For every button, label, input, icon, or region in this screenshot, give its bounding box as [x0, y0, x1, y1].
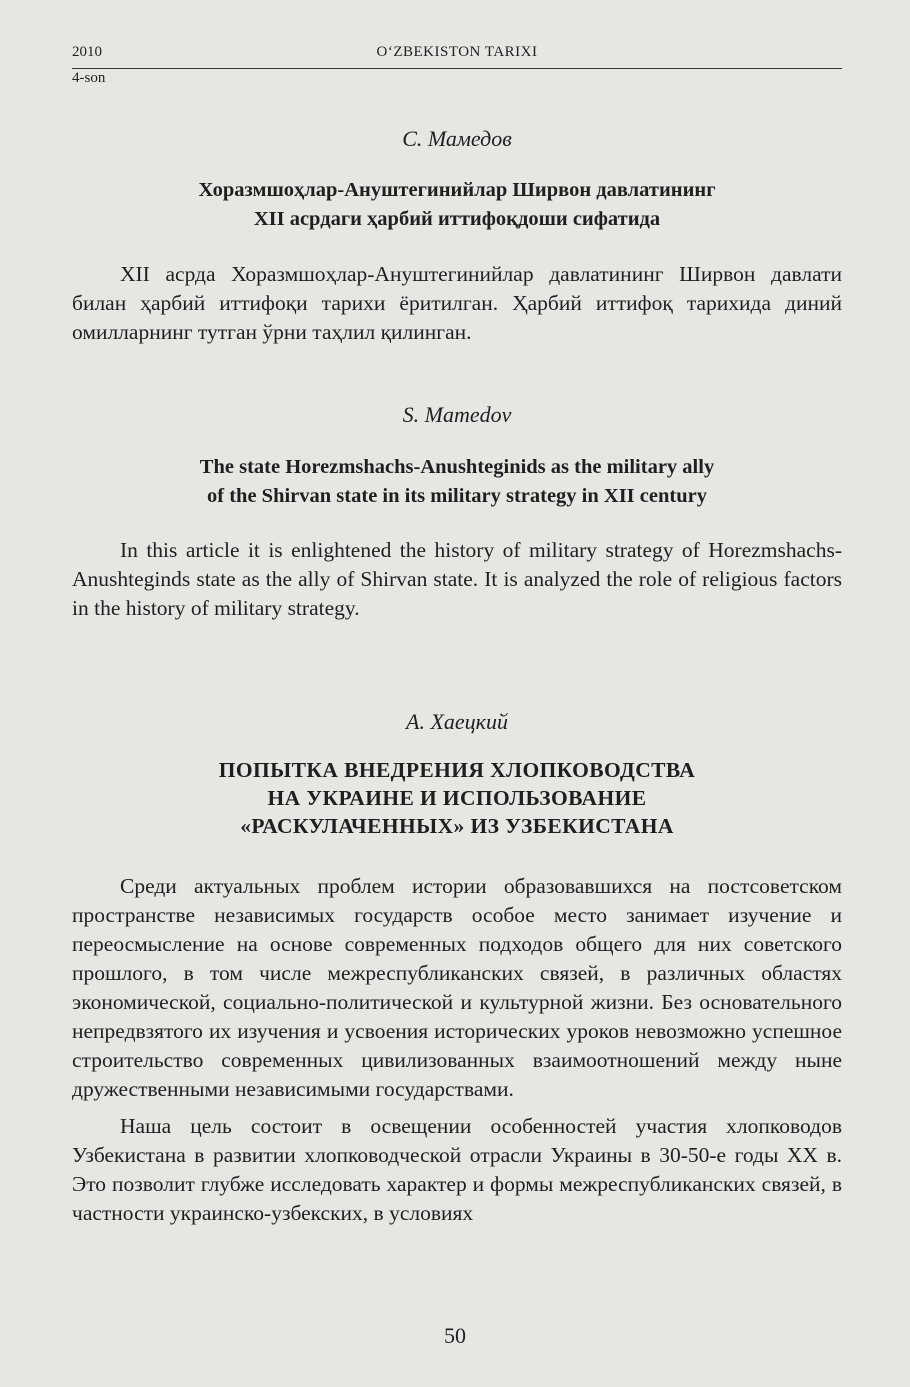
header-journal-title: O‘ZBEKISTON TARIXI — [376, 44, 538, 60]
article-ru-title-line-2: НА УКРАИНЕ И ИСПОЛЬЗОВАНИЕ — [267, 786, 647, 810]
header-year: 2010 — [72, 44, 102, 60]
article-russian — [72, 708, 842, 1228]
article-uz-abstract: XII асрда Хоразмшоҳлар-Ануштегинийлар давлатининг Ширвон давлати билан ҳарбий иттифоқи тарихи ёритилган. Ҳарбий иттифоқ тарихида диний омилларнинг тутган ўрни таҳлил қилинган. — [72, 262, 842, 344]
article-ru-paragraph-1: Среди актуальных проблем истории образовавшихся на постсоветском пространстве независимых государств особое место занимает изучение и переосмысление на основе современных подходов общего для них советского прошлого, в том числе межреспубликанских связей, в различных областях экономической, социально-политической и культурной жизни. Без основательного непредвзятого их изучения и усвоения исторических уроков невозможно успешное строительство современных цивилизованных взаимоотношений между ныне дружественными независимыми государствами. — [72, 874, 842, 1101]
header-issue: 4-son — [72, 70, 106, 86]
page-number: 50 — [444, 1323, 466, 1348]
page-content — [72, 125, 842, 1228]
article-uz-title-line-2: XII асрдаги ҳарбий иттифоқдоши сифатида — [253, 208, 661, 230]
article-ru-title-line-3: «РАСКУЛАЧЕННЫХ» ИЗ УЗБЕКИСТАНА — [240, 814, 674, 838]
article-ru-author: А. Хаецкий — [406, 709, 508, 734]
article-english — [72, 401, 842, 623]
article-en-abstract: In this article it is enlightened the history of military strategy of Horezmshachs-Anushteginds state as the ally of Shirvan state. It is analyzed the role of religious factors in the history of military strategy. — [72, 538, 842, 620]
running-header — [72, 44, 842, 90]
article-en-title-line-1: The state Horezmshachs-Anushteginids as the military ally — [199, 456, 715, 478]
article-ru-paragraph-2: Наша цель состоит в освещении особенностей участия хлопководов Узбекистана в развитии хлопководческой отрасли Украины в 30-50-е годы XX в. Это позволит глубже исследовать характер и формы межреспубликанских связей, в частности украинско-узбекских, в условиях — [72, 1114, 842, 1225]
article-ru-title-line-1: ПОПЫТКА ВНЕДРЕНИЯ ХЛОПКОВОДСТВА — [218, 758, 696, 782]
article-uzbek — [72, 125, 842, 347]
article-uz-author: С. Мамедов — [402, 126, 512, 151]
article-en-author: S. Mamedov — [402, 402, 512, 427]
header-divider — [72, 68, 842, 69]
article-en-title-line-2: of the Shirvan state in its military strategy in XII century — [207, 485, 707, 507]
article-uz-title-line-1: Хоразмшоҳлар-Ануштегинийлар Ширвон давлатининг — [198, 179, 716, 201]
